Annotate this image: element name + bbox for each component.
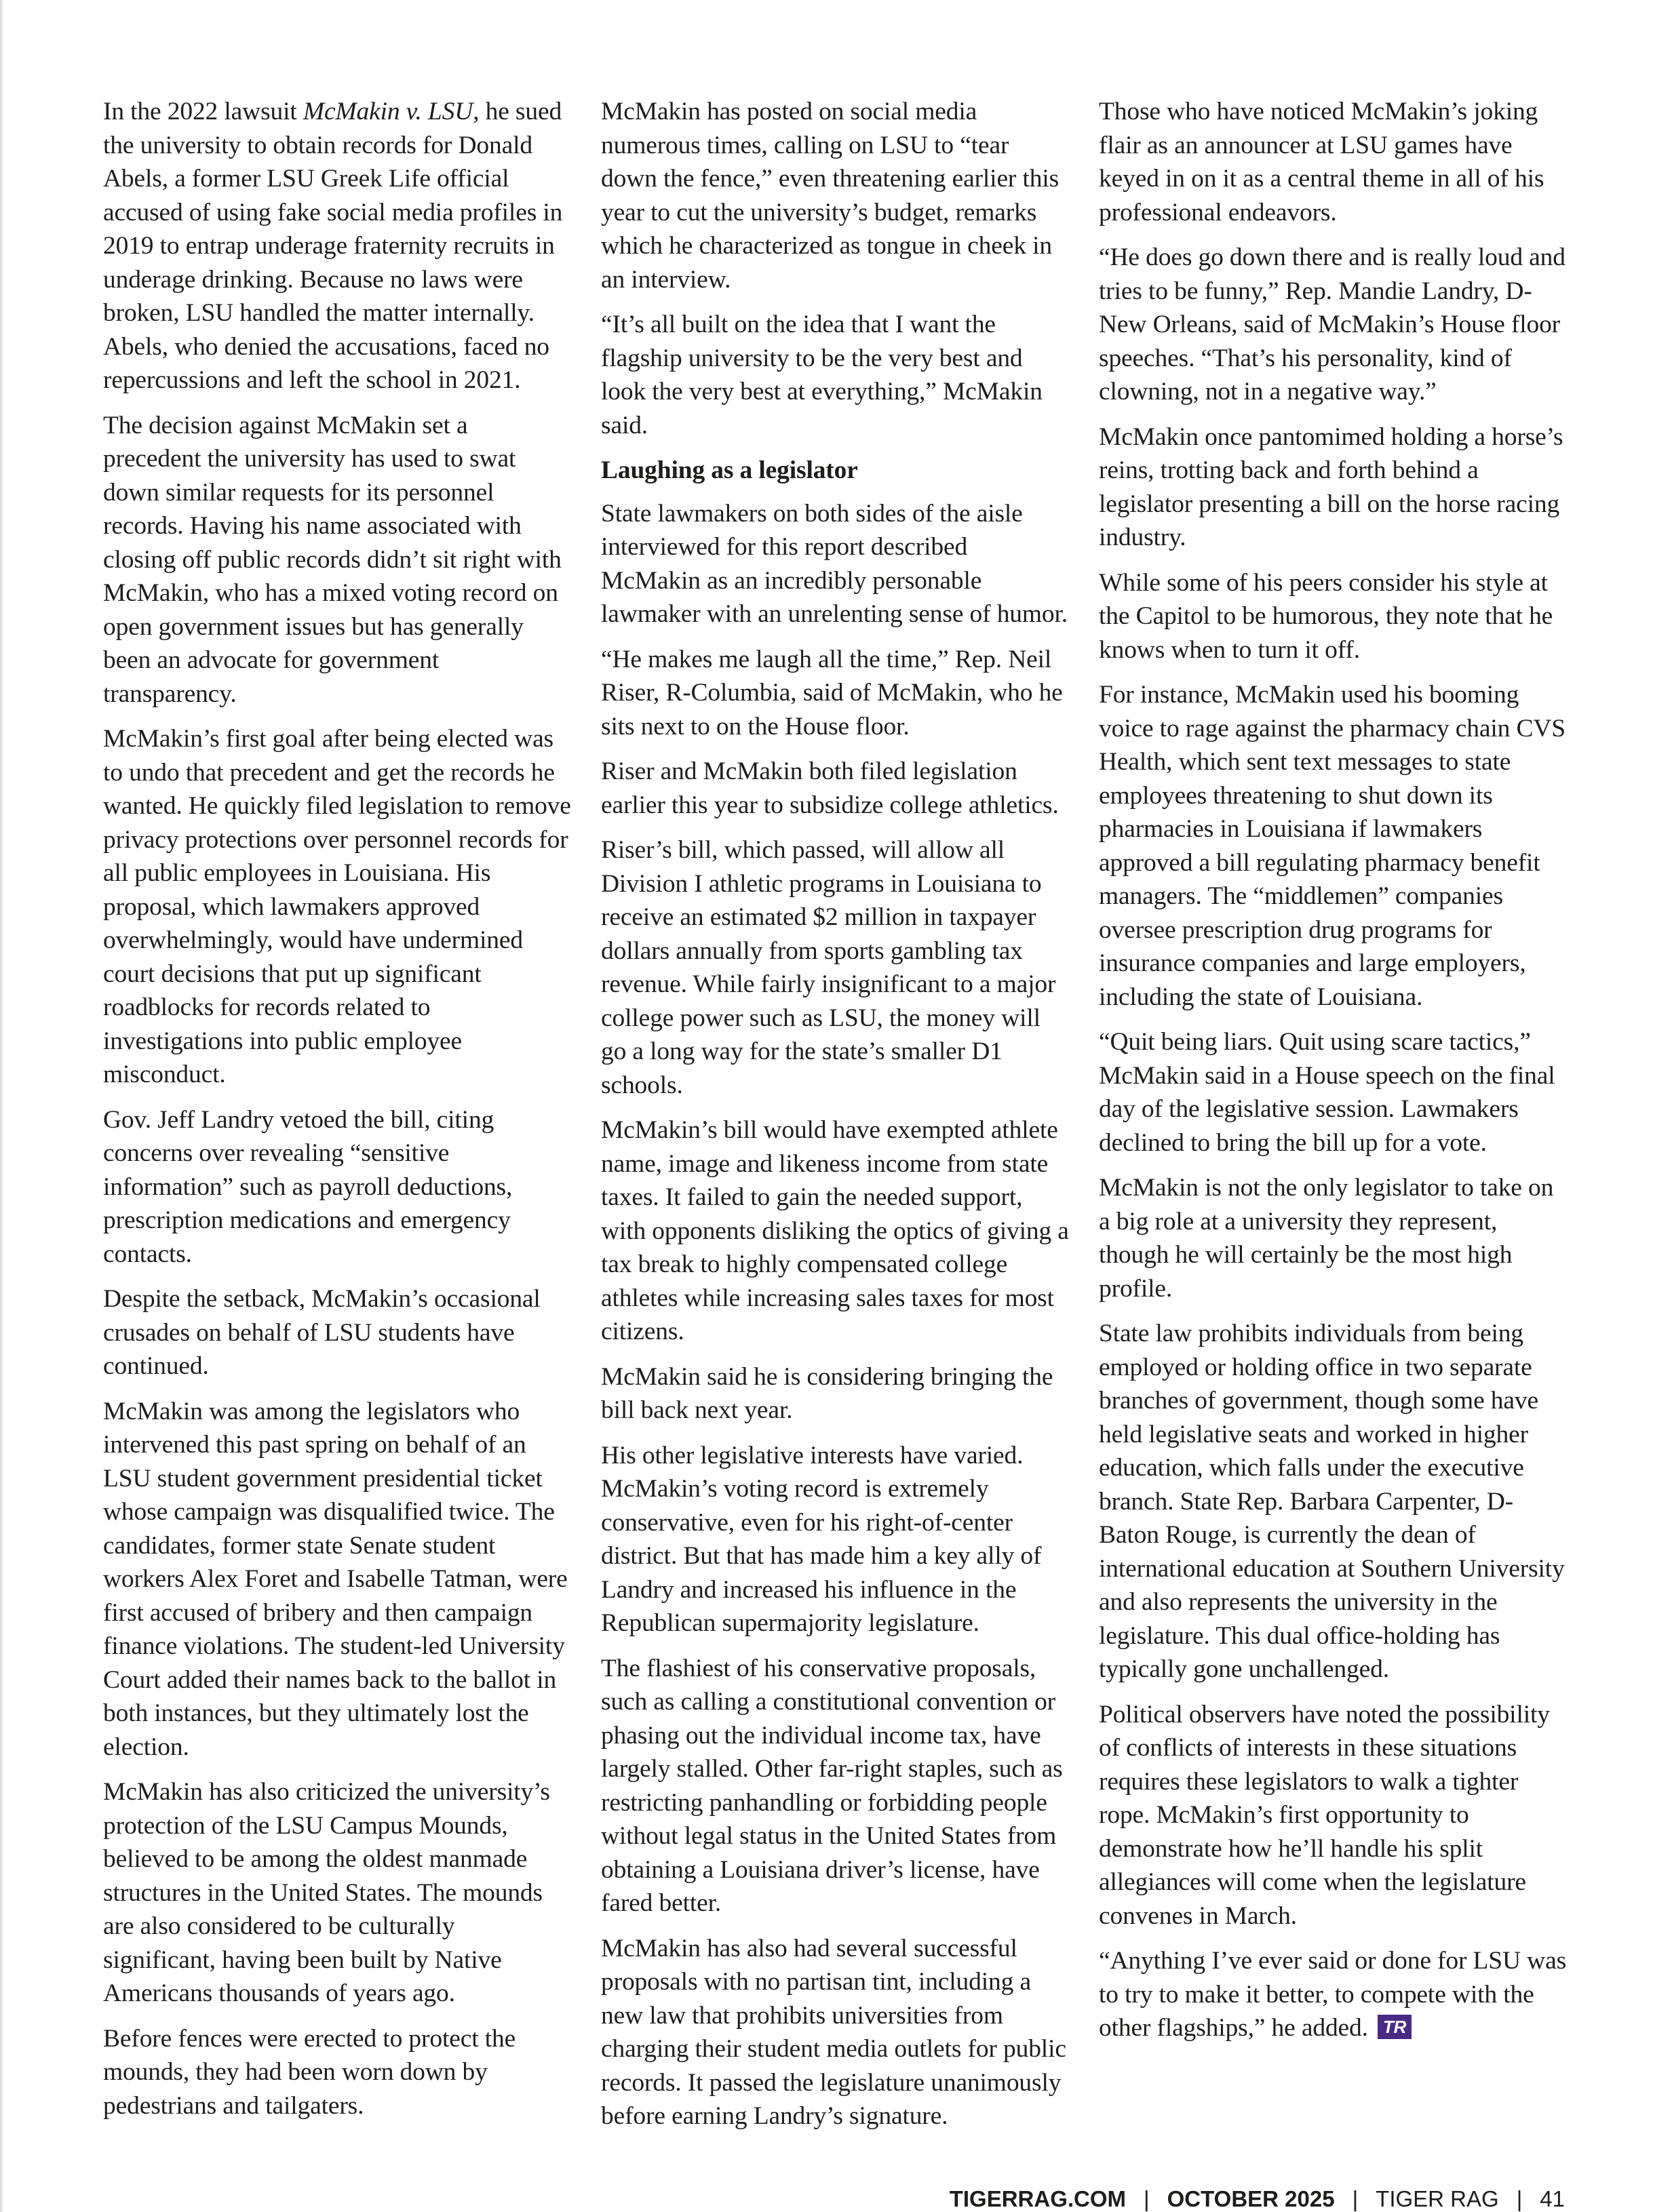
paragraph: McMakin has also criticized the university’s protection of the LSU Campus Mounds, believed to be among the oldest manmade structures in the United States. The mounds are also considered to be culturally significant, having been built by Native Americans thousands of years ago.	[103, 1778, 550, 2007]
paragraph: Before fences were erected to protect the mounds, they had been worn down by pedestrians and tailgaters.	[103, 2024, 516, 2120]
paragraph: “He makes me laugh all the time,” Rep. Neil Riser, R-Columbia, said of McMakin, who he sits next to on the House floor.	[601, 645, 1063, 740]
column-3	[1099, 95, 1567, 2057]
footer-separator: |	[1144, 2186, 1150, 2211]
column-2	[601, 95, 1069, 2145]
paragraph: For instance, McMakin used his booming voice to rage against the pharmacy chain CVS Health, which sent text messages to state employees threatening to shut down its pharmacies in Louisiana if lawmakers approved a bill regulating pharmacy benefit managers. The “middlemen” companies oversee prescription drug programs for insurance companies and large employers, including the state of Louisiana.	[1099, 681, 1566, 1011]
paragraph: While some of his peers consider his style at the Capitol to be humorous, they note that he knows when to turn it off.	[1099, 568, 1553, 664]
paragraph: McMakin said he is considering bringing the bill back next year.	[601, 1362, 1053, 1424]
paragraph: “He does go down there and is really loud and tries to be funny,” Rep. Mandie Landry, D-New Orleans, said of McMakin’s House floor speeches. “That’s his personality, kind of clowning, not in a negative way.”	[1099, 243, 1566, 406]
paragraph: The flashiest of his conservative proposals, such as calling a constitutional convention or phasing out the individual income tax, have largely stalled. Other far-right staples, such as restricting panhandling or forbidding people without legal status in the United States from obtaining a Louisiana driver’s license, have fared better.	[601, 1654, 1063, 1917]
paragraph: Political observers have noted the possibility of conflicts of interests in these situations requires these legislators to walk a tighter rope. McMakin’s first opportunity to demonstrate how he’ll handle his split allegiances will come when the legislature convenes in March.	[1099, 1700, 1550, 1930]
footer-separator: |	[1516, 2186, 1523, 2211]
paragraph: “It’s all built on the idea that I want the flagship university to be the very best and look the very best at everything,” McMakin said.	[601, 311, 1043, 439]
text-run: In the 2022 lawsuit	[103, 98, 303, 125]
paragraph: Gov. Jeff Landry vetoed the bill, citing concerns over revealing “sensitive information” such as payroll deductions, prescription medications and emergency contacts.	[103, 1105, 513, 1268]
paragraph: McMakin is not the only legislator to take on a big role at a university they represent, though he will certainly be the most high profile.	[1099, 1174, 1554, 1303]
paragraph: State law prohibits individuals from being employed or holding office in two separate branches of government, though some have held legislative seats and worked in higher education, which falls under the executive branch. State Rep. Barbara Carpenter, D-Baton Rouge, is currently the dean of international education at Southern University and also represents the university in the legislature. This dual office-holding has typically gone unchallenged.	[1099, 1320, 1565, 1683]
paragraph	[1099, 1944, 1567, 2045]
case-name: McMakin v. LSU,	[303, 98, 480, 125]
paragraph: Despite the setback, McMakin’s occasional crusades on behalf of LSU students have continued.	[103, 1285, 541, 1380]
paragraph: McMakin was among the legislators who intervened this past spring on behalf of an LSU student government presidential ticket whose campaign was disqualified twice. The candidates, former state Senate student workers Alex Foret and Isabelle Tatman, were first accused of bribery and then campaign finance violations. The student-led University Court added their names back to the ballot in both instances, but they ultimately lost the election.	[103, 1397, 568, 1761]
page-footer	[950, 2186, 1565, 2212]
paragraph: McMakin’s bill would have exempted athlete name, image and likeness income from state taxes. It failed to gain the needed support, with opponents disliking the optics of giving a tax break to highly compensated college athletes while increasing sales taxes for most citizens.	[601, 1116, 1069, 1345]
text-run: he sued the university to obtain records for Donald Abels, a former LSU Greek Life official accused of using fake social media profiles in 2019 to entrap underage fraternity recruits in underage drinking. Because no laws were broken, LSU handled the matter internally. Abels, who denied the accusations, faced no repercussions and left the school in 2021.	[103, 98, 563, 394]
paragraph: McMakin has posted on social media numerous times, calling on LSU to “tear down the fence,” even threatening earlier this year to cut the university’s budget, remarks which he characterized as tongue in cheek in an interview.	[601, 98, 1059, 294]
paragraph: McMakin’s first goal after being elected was to undo that precedent and get the records he wanted. He quickly filed legislation to remove privacy protections over personnel records for all public employees in Louisiana. His proposal, which lawmakers approved overwhelmingly, would have undermined court decisions that put up significant roadblocks for records related to investigations into public employee misconduct.	[103, 725, 571, 1088]
page-number: 41	[1540, 2186, 1565, 2211]
paragraph: His other legislative interests have varied. McMakin’s voting record is extremely conservative, even for his right-of-center district. But that has made him a key ally of Landry and increased his influence in the Republican supermajority legislature.	[601, 1441, 1042, 1637]
paragraph	[103, 95, 571, 397]
end-mark-logo: TR	[1378, 2015, 1412, 2039]
paragraph: The decision against McMakin set a precedent the university has used to swat down similar requests for its personnel records. Having his name associated with closing off public records didn’t sit right with McMakin, who has a mixed voting record on open government issues but has generally been an advocate for government transparency.	[103, 411, 562, 708]
footer-publication: TIGER RAG	[1376, 2186, 1499, 2211]
footer-issue: OCTOBER 2025	[1167, 2186, 1335, 2211]
paragraph: Riser and McMakin both filed legislation earlier this year to subsidize college athletics.	[601, 757, 1059, 819]
column-1	[103, 95, 571, 2134]
footer-separator: |	[1352, 2186, 1359, 2211]
text-run: “Anything I’ve ever said or done for LSU was to try to make it better, to compete with the other flagships,” he added.	[1099, 1947, 1567, 2042]
paragraph: McMakin once pantomimed holding a horse’s reins, trotting back and forth behind a legislator presenting a bill on the horse racing industry.	[1099, 422, 1563, 551]
paragraph: Those who have noticed McMakin’s joking flair as an announcer at LSU games have keyed in on it as a central theme in all of his professional endeavors.	[1099, 98, 1544, 226]
paragraph: Riser’s bill, which passed, will allow all Division I athletic programs in Louisiana to receive an estimated $2 million in taxpayer dollars annually from sports gambling tax revenue. While fairly insignificant to a major college power such as LSU, the money will go a long way for the state’s smaller D1 schools.	[601, 836, 1056, 1099]
paragraph: State lawmakers on both sides of the aisle interviewed for this report described McMakin as an incredibly personable lawmaker with an unrelenting sense of humor.	[601, 499, 1068, 628]
paragraph: “Quit being liars. Quit using scare tactics,” McMakin said in a House speech on the final day of the legislative session. Lawmakers declined to bring the bill up for a vote.	[1099, 1028, 1555, 1157]
paragraph: McMakin has also had several successful proposals with no partisan tint, including a new law that prohibits universities from charging their student media outlets for public records. It passed the legislature unanimously before earning Landry’s signature.	[601, 1934, 1066, 2130]
page-edge-shadow	[0, 0, 4, 2212]
section-subhead: Laughing as a legislator	[601, 456, 858, 484]
footer-site: TIGERRAG.COM	[949, 2186, 1127, 2211]
